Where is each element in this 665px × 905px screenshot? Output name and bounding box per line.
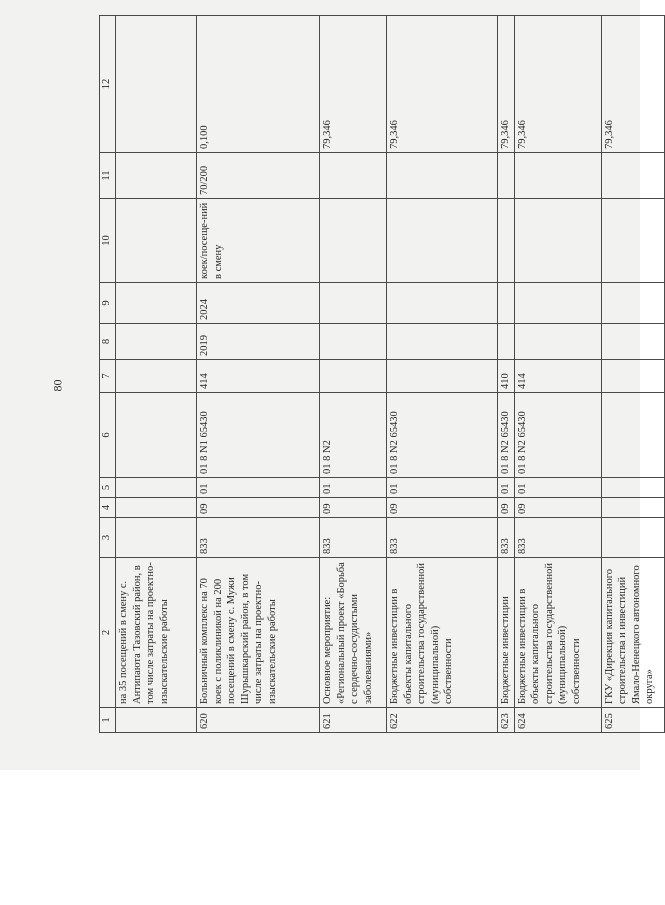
- cell-num: 620: [197, 708, 320, 733]
- column-header-2: 2: [100, 558, 116, 708]
- cell-c8: [601, 324, 664, 360]
- column-header-3: 3: [100, 518, 116, 558]
- cell-c9: [320, 283, 387, 324]
- cell-c5: 01: [320, 478, 387, 498]
- rotated-table-container: [99, 16, 655, 733]
- cell-c8: [116, 324, 197, 360]
- cell-c3: 833: [197, 518, 320, 558]
- table-row: [387, 16, 498, 733]
- cell-c12: 79,346: [498, 16, 515, 153]
- cell-c10: [498, 199, 515, 283]
- cell-c10: [601, 199, 664, 283]
- cell-c6: 01 8 N1 65430: [197, 393, 320, 478]
- cell-c10: [116, 199, 197, 283]
- cell-num: 623: [498, 708, 515, 733]
- table-row: [320, 16, 387, 733]
- cell-num: 622: [387, 708, 498, 733]
- page-number: 80: [50, 379, 65, 392]
- cell-c6: 01 8 N2 65430: [387, 393, 498, 478]
- cell-c9: [601, 283, 664, 324]
- cell-c10: [514, 199, 601, 283]
- cell-c3: 833: [514, 518, 601, 558]
- cell-c11: 70/200: [197, 153, 320, 199]
- cell-c8: [498, 324, 515, 360]
- cell-c6: 01 8 N2: [320, 393, 387, 478]
- cell-c12: 79,346: [387, 16, 498, 153]
- cell-c7: [116, 360, 197, 393]
- cell-c11: [387, 153, 498, 199]
- cell-c3: [601, 518, 664, 558]
- cell-c7: [320, 360, 387, 393]
- column-header-4: 4: [100, 498, 116, 518]
- cell-c8: [514, 324, 601, 360]
- cell-c12: 79,346: [601, 16, 664, 153]
- column-header-11: 11: [100, 153, 116, 199]
- cell-c11: [320, 153, 387, 199]
- cell-c12: 0,100: [197, 16, 320, 153]
- cell-c4: 09: [387, 498, 498, 518]
- cell-c7: 414: [514, 360, 601, 393]
- cell-c7: 410: [498, 360, 515, 393]
- column-header-7: 7: [100, 360, 116, 393]
- column-header-6: 6: [100, 393, 116, 478]
- column-header-10: 10: [100, 199, 116, 283]
- cell-c6: [116, 393, 197, 478]
- column-header-5: 5: [100, 478, 116, 498]
- cell-c7: [601, 360, 664, 393]
- cell-num: [116, 708, 197, 733]
- cell-c3: 833: [320, 518, 387, 558]
- cell-c5: 01: [498, 478, 515, 498]
- column-header-1: 1: [100, 708, 116, 733]
- cell-c4: 09: [514, 498, 601, 518]
- column-header-8: 8: [100, 324, 116, 360]
- cell-c5: 01: [514, 478, 601, 498]
- cell-c10: [387, 199, 498, 283]
- column-header-12: 12: [100, 16, 116, 153]
- cell-c6: [601, 393, 664, 478]
- cell-name: Бюджетные инвестиции: [498, 558, 515, 708]
- cell-name: ГКУ «Дирекция капитального строительства и инвестиций Ямало-Ненецкого автономного округа»: [601, 558, 664, 708]
- column-header-9: 9: [100, 283, 116, 324]
- cell-name: Больничный комплекс на 70 коек с поликлиникой на 200 посещений в смену с. Мужи Шурышкарский район, в том числе затраты на проектно-изыскательские работы: [197, 558, 320, 708]
- cell-c10: коек/посеще-ний в смену: [197, 199, 320, 283]
- cell-c5: [601, 478, 664, 498]
- cell-c3: 833: [387, 518, 498, 558]
- cell-c4: [116, 498, 197, 518]
- cell-c6: 01 8 N2 65430: [498, 393, 515, 478]
- cell-c11: [116, 153, 197, 199]
- cell-c9: 2024: [197, 283, 320, 324]
- cell-c4: 09: [320, 498, 387, 518]
- cell-c10: [320, 199, 387, 283]
- table-row: [514, 16, 601, 733]
- cell-name: Бюджетные инвестиции в объекты капитального строительства государственной (муниципальной) собственности: [387, 558, 498, 708]
- cell-name: Основное мероприятие: «Региональный проект «Борьба с сердечно-сосудистыми заболеваниями»: [320, 558, 387, 708]
- cell-c7: [387, 360, 498, 393]
- cell-c9: [514, 283, 601, 324]
- cell-c8: 2019: [197, 324, 320, 360]
- cell-c11: [514, 153, 601, 199]
- cell-num: 621: [320, 708, 387, 733]
- cell-c6: 01 8 N2 65430: [514, 393, 601, 478]
- cell-c5: 01: [197, 478, 320, 498]
- cell-c4: 09: [197, 498, 320, 518]
- cell-num: 625: [601, 708, 664, 733]
- table-row: [601, 16, 664, 733]
- cell-num: 624: [514, 708, 601, 733]
- cell-c11: [601, 153, 664, 199]
- column-number-row: [100, 16, 116, 733]
- cell-c8: [387, 324, 498, 360]
- cell-c9: [498, 283, 515, 324]
- cell-c12: 79,346: [514, 16, 601, 153]
- cell-c12: [116, 16, 197, 153]
- cell-c5: 01: [387, 478, 498, 498]
- table-row: [197, 16, 320, 733]
- cell-c9: [387, 283, 498, 324]
- cell-c5: [116, 478, 197, 498]
- cell-c3: 833: [498, 518, 515, 558]
- cell-c4: 09: [498, 498, 515, 518]
- budget-table: [99, 15, 665, 733]
- cell-name: на 35 посещений в смену с. Антипаюта Тазовский район, в том числе затраты на проектно-изыскательские работы: [116, 558, 197, 708]
- cell-name: Бюджетные инвестиции в объекты капитального строительства государственной (муниципальной) собственности: [514, 558, 601, 708]
- cell-c4: [601, 498, 664, 518]
- cell-c12: 79,346: [320, 16, 387, 153]
- table-row: [498, 16, 515, 733]
- table-row: [116, 16, 197, 733]
- cell-c3: [116, 518, 197, 558]
- cell-c7: 414: [197, 360, 320, 393]
- cell-c9: [116, 283, 197, 324]
- cell-c11: [498, 153, 515, 199]
- cell-c8: [320, 324, 387, 360]
